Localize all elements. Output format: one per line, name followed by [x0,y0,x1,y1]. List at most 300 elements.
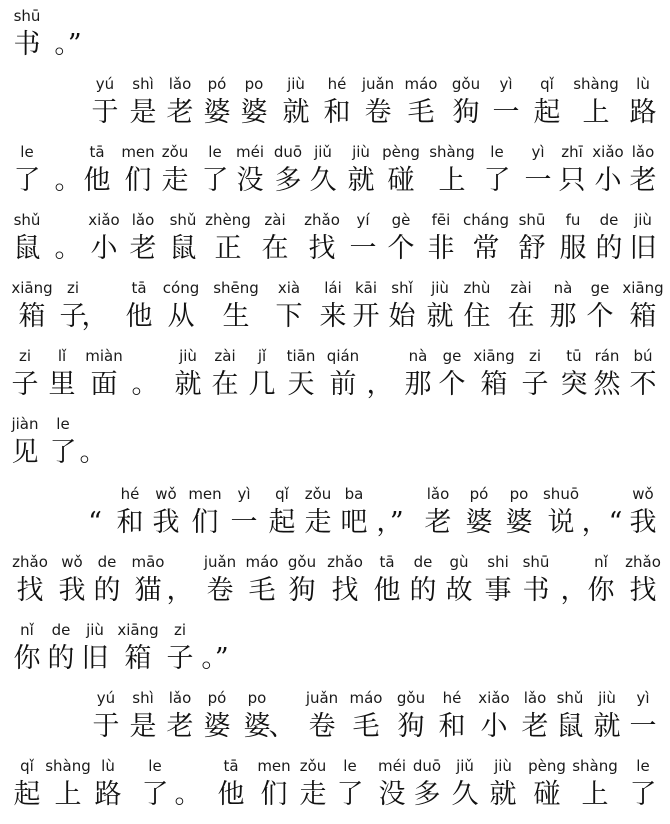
pinyin-syllable: tā [223,757,239,775]
punctuation-mark: ， [166,575,194,606]
pinyin-syllable: shǔ [556,689,584,707]
text-line [0,688,670,756]
pinyin-syllable: zhǎo [327,553,363,571]
hanzi-character: 走 [304,507,332,538]
pinyin-syllable: lǎo [631,143,655,161]
pinyin-syllable: jiù [634,211,652,229]
hanzi-character: 书 [13,29,41,60]
pinyin-syllable: fu [565,211,581,229]
hanzi-character: 正 [214,233,242,264]
pinyin-syllable: máo [349,689,383,707]
hanzi-character: 箱 [480,369,508,400]
hanzi-character: 非 [427,233,455,264]
pinyin-syllable: yú [95,75,115,93]
hanzi-character: 婆 [505,507,533,538]
hanzi-character: 就 [426,301,454,332]
pinyin-syllable: kāi [354,279,378,297]
hanzi-character: 狗 [397,711,425,742]
hanzi-character: 的 [47,643,75,674]
pinyin-syllable: juǎn [203,553,237,571]
pinyin-syllable: zi [528,347,542,365]
hanzi-character: 来 [319,301,347,332]
hanzi-character: 上 [54,779,82,810]
hanzi-character: 常 [472,233,500,264]
pinyin-syllable: le [636,757,650,775]
pinyin-syllable: ge [590,279,610,297]
pinyin-syllable: cóng [162,279,200,297]
hanzi-character: 老 [424,507,452,538]
hanzi-character: 他 [83,165,111,196]
hanzi-character: 他 [373,575,401,606]
pinyin-syllable: qǐ [540,75,554,93]
pinyin-syllable: lái [324,279,342,297]
punctuation-mark: ， [366,369,394,400]
hanzi-character: 服 [559,233,587,264]
hanzi-character: 毛 [407,97,435,128]
pinyin-syllable: zhù [463,279,491,297]
pinyin-syllable: māo [131,553,165,571]
pinyin-syllable: shǐ [391,279,413,297]
hanzi-character: 们 [191,507,219,538]
pinyin-syllable: hé [442,689,462,707]
hanzi-character: 你 [587,575,615,606]
pinyin-syllable: xiǎo [592,143,624,161]
pinyin-syllable: pó [207,75,227,93]
pinyin-syllable: xiāng [622,279,664,297]
hanzi-character: 老 [166,711,194,742]
pinyin-syllable: lù [636,75,650,93]
hanzi-character: 了 [49,437,77,468]
hanzi-character: 找 [331,575,359,606]
punctuation-mark: “ [88,507,102,538]
punctuation-mark: ， [81,301,109,332]
text-line [0,552,670,620]
hanzi-character: 只 [558,165,586,196]
hanzi-character: 里 [48,369,76,400]
hanzi-character: 开 [352,301,380,332]
pinyin-syllable: shàng [573,75,619,93]
hanzi-character: 箱 [124,643,152,674]
pinyin-syllable: gè [391,211,411,229]
hanzi-character: 没 [236,165,264,196]
hanzi-character: 没 [378,779,406,810]
hanzi-character: 事 [484,575,512,606]
hanzi-character: 就 [489,779,517,810]
hanzi-character: 的 [595,233,623,264]
hanzi-character: 找 [16,575,44,606]
pinyin-syllable: juǎn [305,689,339,707]
hanzi-character: 你 [13,643,41,674]
pinyin-syllable: jiǔ [456,757,474,775]
hanzi-character: 老 [521,711,549,742]
hanzi-character: 一 [524,165,552,196]
punctuation-mark: 、 [268,711,296,742]
hanzi-character: 就 [347,165,375,196]
hanzi-character: 老 [629,165,657,196]
hanzi-character: 老 [129,233,157,264]
hanzi-character: 卷 [364,97,392,128]
pinyin-syllable: wǒ [632,485,654,503]
hanzi-character: 我 [58,575,86,606]
hanzi-character: 和 [323,97,351,128]
hanzi-character: 鼠 [13,233,41,264]
pinyin-syllable: xiāng [11,279,53,297]
text-line [0,278,670,346]
hanzi-character: 卷 [308,711,336,742]
hanzi-character: 狗 [288,575,316,606]
pinyin-syllable: jiù [86,621,104,639]
pinyin-syllable: zi [66,279,80,297]
punctuation-mark: 。 [131,369,159,400]
pinyin-syllable: lǎo [168,689,192,707]
pinyin-syllable: xiǎo [478,689,510,707]
hanzi-character: 婆 [243,711,271,742]
hanzi-character: 了 [629,779,657,810]
pinyin-syllable: shuō [542,485,580,503]
punctuation-mark: ， [560,575,588,606]
hanzi-character: 我 [152,507,180,538]
hanzi-character: 和 [438,711,466,742]
hanzi-character: 个 [387,233,415,264]
pinyin-syllable: pó [469,485,489,503]
hanzi-character: 在 [261,233,289,264]
hanzi-character: 久 [309,165,337,196]
hanzi-character: 书 [522,575,550,606]
hanzi-character: 生 [222,301,250,332]
hanzi-character: 上 [581,779,609,810]
pinyin-syllable: lǎo [523,689,547,707]
hanzi-character: 鼠 [556,711,584,742]
text-line [0,620,670,688]
hanzi-character: 们 [260,779,288,810]
pinyin-syllable: yú [96,689,116,707]
pinyin-syllable: jiǔ [314,143,332,161]
hanzi-character: 老 [166,97,194,128]
hanzi-character: 那 [549,301,577,332]
pinyin-syllable: de [413,553,433,571]
hanzi-character: 找 [629,575,657,606]
pinyin-syllable: lǎo [168,75,192,93]
hanzi-character: 路 [629,97,657,128]
punctuation-mark: 。 [79,437,107,468]
pinyin-syllable: men [257,757,291,775]
hanzi-character: 婆 [465,507,493,538]
hanzi-character: 是 [129,711,157,742]
pinyin-syllable: jiù [598,689,616,707]
pinyin-syllable: wǒ [155,485,177,503]
hanzi-character: 碰 [533,779,561,810]
hanzi-character: 他 [125,301,153,332]
hanzi-character: 婆 [203,97,231,128]
hanzi-character: 见 [11,437,39,468]
pinyin-syllable: le [490,143,504,161]
punctuation-mark: 。 [54,165,82,196]
hanzi-character: 了 [201,165,229,196]
text-line [0,74,670,142]
pinyin-syllable: xiǎo [88,211,120,229]
hanzi-character: 们 [124,165,152,196]
hanzi-character: 上 [582,97,610,128]
hanzi-character: 始 [388,301,416,332]
pinyin-syllable: jǐ [257,347,267,365]
hanzi-character: 在 [211,369,239,400]
hanzi-character: 是 [129,97,157,128]
hanzi-character: 一 [492,97,520,128]
pinyin-syllable: miàn [85,347,123,365]
punctuation-mark: 。” [201,643,229,674]
pinyin-syllable: shēng [213,279,259,297]
pinyin-syllable: tū [566,347,582,365]
pinyin-syllable: po [247,689,267,707]
text-line [0,414,670,482]
pinyin-syllable: shū [522,553,550,571]
hanzi-character: 故 [445,575,473,606]
pinyin-syllable: gǒu [396,689,426,707]
pinyin-syllable: shū [13,7,41,25]
pinyin-syllable: tā [379,553,395,571]
pinyin-syllable: lǐ [57,347,67,365]
pinyin-syllable: zài [264,211,286,229]
pinyin-syllable: shū [518,211,546,229]
hanzi-character: 天 [287,369,315,400]
pinyin-syllable: zǒu [304,485,332,503]
hanzi-character: 在 [507,301,535,332]
text-line [0,346,670,414]
pinyin-syllable: de [51,621,71,639]
pinyin-syllable: xià [277,279,301,297]
hanzi-character: 子 [59,301,87,332]
pinyin-syllable: máo [245,553,279,571]
punctuation-mark: 。” [54,29,82,60]
pinyin-syllable: yí [356,211,370,229]
pinyin-syllable: zi [18,347,32,365]
text-line [0,484,670,552]
hanzi-character: 前 [329,369,357,400]
pinyin-syllable: le [56,415,70,433]
hanzi-character: 那 [404,369,432,400]
pinyin-syllable: hé [120,485,140,503]
pinyin-syllable: zǒu [299,757,327,775]
hanzi-character: 就 [593,711,621,742]
pinyin-syllable: tiān [286,347,316,365]
hanzi-character: 就 [174,369,202,400]
pinyin-syllable: le [148,757,162,775]
hanzi-character: 了 [13,165,41,196]
pinyin-syllable: méi [235,143,265,161]
hanzi-character: 起 [268,507,296,538]
pinyin-syllable: jiàn [11,415,39,433]
hanzi-character: 我 [629,507,657,538]
pinyin-syllable: máo [404,75,438,93]
pinyin-syllable: de [97,553,117,571]
pinyin-syllable: le [20,143,34,161]
hanzi-character: 旧 [629,233,657,264]
pinyin-syllable: xiāng [117,621,159,639]
hanzi-character: 起 [533,97,561,128]
pinyin-syllable: hé [327,75,347,93]
pinyin-syllable: yì [636,689,650,707]
pinyin-syllable: zhǎo [12,553,48,571]
pinyin-syllable: jiù [494,757,512,775]
pinyin-syllable: rán [594,347,620,365]
hanzi-character: 走 [299,779,327,810]
pinyin-syllable: juǎn [361,75,395,93]
pinyin-syllable: shì [132,689,154,707]
hanzi-character: 然 [593,369,621,400]
text-line [0,142,670,210]
pinyin-syllable: le [208,143,222,161]
pinyin-syllable: qián [326,347,360,365]
hanzi-character: 突 [560,369,588,400]
hanzi-character: 小 [594,165,622,196]
punctuation-mark: ，“ [581,507,623,538]
pinyin-syllable: nà [408,347,428,365]
hanzi-character: 和 [116,507,144,538]
hanzi-character: 个 [586,301,614,332]
hanzi-character: 子 [11,369,39,400]
pinyin-syllable: shǔ [169,211,197,229]
hanzi-character: 几 [248,369,276,400]
pinyin-syllable: le [343,757,357,775]
pinyin-syllable: pó [207,689,227,707]
pinyin-syllable: zhī [561,143,583,161]
pinyin-syllable: gǒu [451,75,481,93]
hanzi-character: 毛 [248,575,276,606]
text-line [0,6,670,74]
pinyin-syllable: wǒ [61,553,83,571]
hanzi-character: 多 [274,165,302,196]
hanzi-character: 小 [90,233,118,264]
pinyin-syllable: xiāng [473,347,515,365]
text-line [0,756,670,824]
pinyin-syllable: shǔ [13,211,41,229]
hanzi-character: 毛 [352,711,380,742]
pinyin-syllable: nǐ [594,553,608,571]
text-line [0,210,670,278]
pinyin-syllable: jiù [431,279,449,297]
pinyin-syllable: shi [487,553,509,571]
pinyin-syllable: qǐ [20,757,34,775]
hanzi-character: 就 [282,97,310,128]
pinyin-syllable: zhèng [205,211,251,229]
punctuation-mark: 。 [174,779,202,810]
hanzi-character: 他 [217,779,245,810]
pinyin-syllable: zǒu [161,143,189,161]
pinyin-syllable: zi [173,621,187,639]
hanzi-character: 面 [90,369,118,400]
punctuation-mark: 。 [54,233,82,264]
pinyin-syllable: duō [412,757,442,775]
pinyin-syllable: duō [273,143,303,161]
pinyin-syllable: jiù [287,75,305,93]
hanzi-character: 婆 [240,97,268,128]
hanzi-character: 一 [349,233,377,264]
hanzi-character: 子 [521,369,549,400]
hanzi-character: 久 [451,779,479,810]
hanzi-character: 于 [92,711,120,742]
hanzi-character: 猫 [134,575,162,606]
hanzi-character: 下 [275,301,303,332]
pinyin-syllable: zài [510,279,532,297]
hanzi-character: 了 [336,779,364,810]
pinyin-syllable: po [244,75,264,93]
hanzi-character: 说 [547,507,575,538]
pinyin-syllable: shàng [572,757,618,775]
hanzi-character: 箱 [18,301,46,332]
pinyin-syllable: lǎo [426,485,450,503]
pinyin-syllable: pèng [528,757,566,775]
pinyin-syllable: zài [214,347,236,365]
hanzi-character: 卷 [206,575,234,606]
hanzi-character: 碰 [387,165,415,196]
hanzi-character: 旧 [81,643,109,674]
hanzi-character: 舒 [518,233,546,264]
pinyin-syllable: lǎo [131,211,155,229]
hanzi-character: 箱 [629,301,657,332]
hanzi-character: 起 [13,779,41,810]
hanzi-character: 从 [167,301,195,332]
hanzi-character: 了 [483,165,511,196]
pinyin-syllable: cháng [463,211,509,229]
hanzi-character: 婆 [203,711,231,742]
pinyin-syllable: gǒu [287,553,317,571]
pinyin-syllable: yì [237,485,251,503]
pinyin-syllable: lù [101,757,115,775]
hanzi-character: 不 [629,369,657,400]
pinyin-syllable: fēi [431,211,451,229]
hanzi-character: 狗 [452,97,480,128]
pinyin-syllable: shàng [429,143,475,161]
hanzi-character: 一 [629,711,657,742]
hanzi-character: 吧 [340,507,368,538]
pinyin-syllable: zhǎo [625,553,661,571]
hanzi-character: 了 [141,779,169,810]
hanzi-character: 走 [161,165,189,196]
hanzi-character: 路 [94,779,122,810]
hanzi-character: 的 [409,575,437,606]
pinyin-syllable: jiù [352,143,370,161]
pinyin-syllable: jiù [179,347,197,365]
pinyin-syllable: nà [553,279,573,297]
punctuation-mark: ，” [376,507,404,538]
pinyin-syllable: men [121,143,155,161]
pinyin-syllable: po [509,485,529,503]
pinyin-syllable: tā [89,143,105,161]
pinyin-syllable: ge [442,347,462,365]
pinyin-syllable: méi [377,757,407,775]
hanzi-character: 住 [463,301,491,332]
hanzi-character: 子 [166,643,194,674]
hanzi-character: 于 [91,97,119,128]
hanzi-character: 的 [93,575,121,606]
pinyin-syllable: bú [633,347,653,365]
pinyin-syllable: shàng [45,757,91,775]
hanzi-character: 上 [438,165,466,196]
hanzi-character: 小 [480,711,508,742]
pinyin-syllable: tā [131,279,147,297]
hanzi-character: 找 [308,233,336,264]
pinyin-syllable: ba [344,485,364,503]
pinyin-syllable: qǐ [275,485,289,503]
pinyin-syllable: men [188,485,222,503]
hanzi-character: 鼠 [169,233,197,264]
pinyin-syllable: gù [449,553,469,571]
pinyin-syllable: zhǎo [304,211,340,229]
pinyin-syllable: nǐ [20,621,34,639]
hanzi-character: 个 [438,369,466,400]
pinyin-syllable: de [599,211,619,229]
pinyin-syllable: shì [132,75,154,93]
